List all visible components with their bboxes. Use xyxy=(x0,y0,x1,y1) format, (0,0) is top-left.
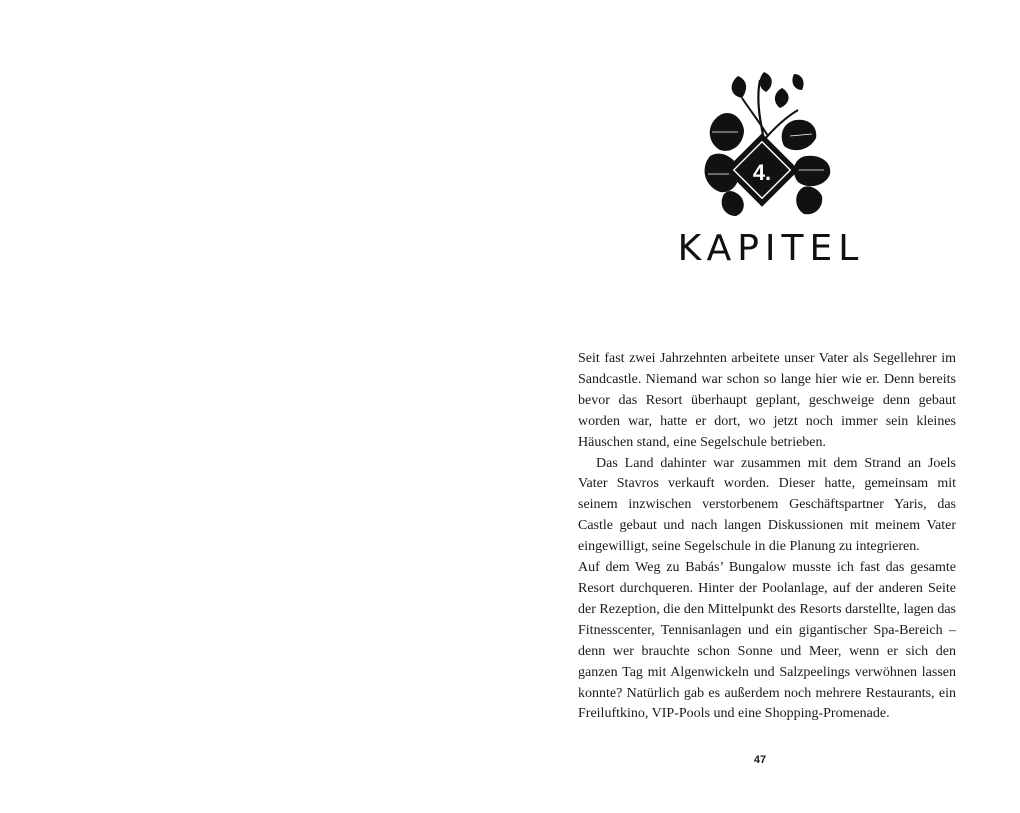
body-text xyxy=(578,349,956,725)
chapter-title: KAPITEL xyxy=(677,228,865,269)
page-number: 47 xyxy=(753,754,767,766)
bougainvillea-flower-icon xyxy=(698,70,838,230)
paragraph: Auf dem Weg zu Babás’ Bungalow musste ich fast das gesamte Resort durchqueren. Hinter der Poolanlage, auf der anderen Seite der Rezeption, die den Mittelpunkt des Resorts darstellte, lagen das Fitnesscenter, Tennisanlagen und ein gigantischer Spa-Bereich – denn wer brauchte schon Sonne und Meer, wenn er sich den ganzen Tag mit Algenwickeln und Salzpeelings verwöhnen lassen konnte? Natürlich gab es außerdem noch mehrere Restaurants, ein Freiluftkino, VIP-Pools und eine Shopping-Promenade. xyxy=(578,560,956,722)
chapter-number: 4. xyxy=(752,160,772,185)
paragraph: Das Land dahinter war zusammen mit dem Strand an Joels Vater Stavros verkauft worden. Dieser hatte, gemeinsam mit seinem inzwischen verstorbenem Geschäftspartner Yaris, das Castle gebaut und nach langen Diskussionen mit meinem Vater eingewilligt, seine Segelschule in die Planung zu integrieren. xyxy=(578,455,956,555)
right-page xyxy=(510,0,1020,813)
paragraph: Seit fast zwei Jahrzehnten arbeitete unser Vater als Segellehrer im Sandcastle. Niemand war schon so lange hier wie er. Denn bereits bevor das Resort überhaupt geplant, geschweige denn gebaut worden war, hatte er dort, wo jetzt noch immer sein kleines Häuschen stand, eine Segelschule betrieben. xyxy=(578,351,956,450)
